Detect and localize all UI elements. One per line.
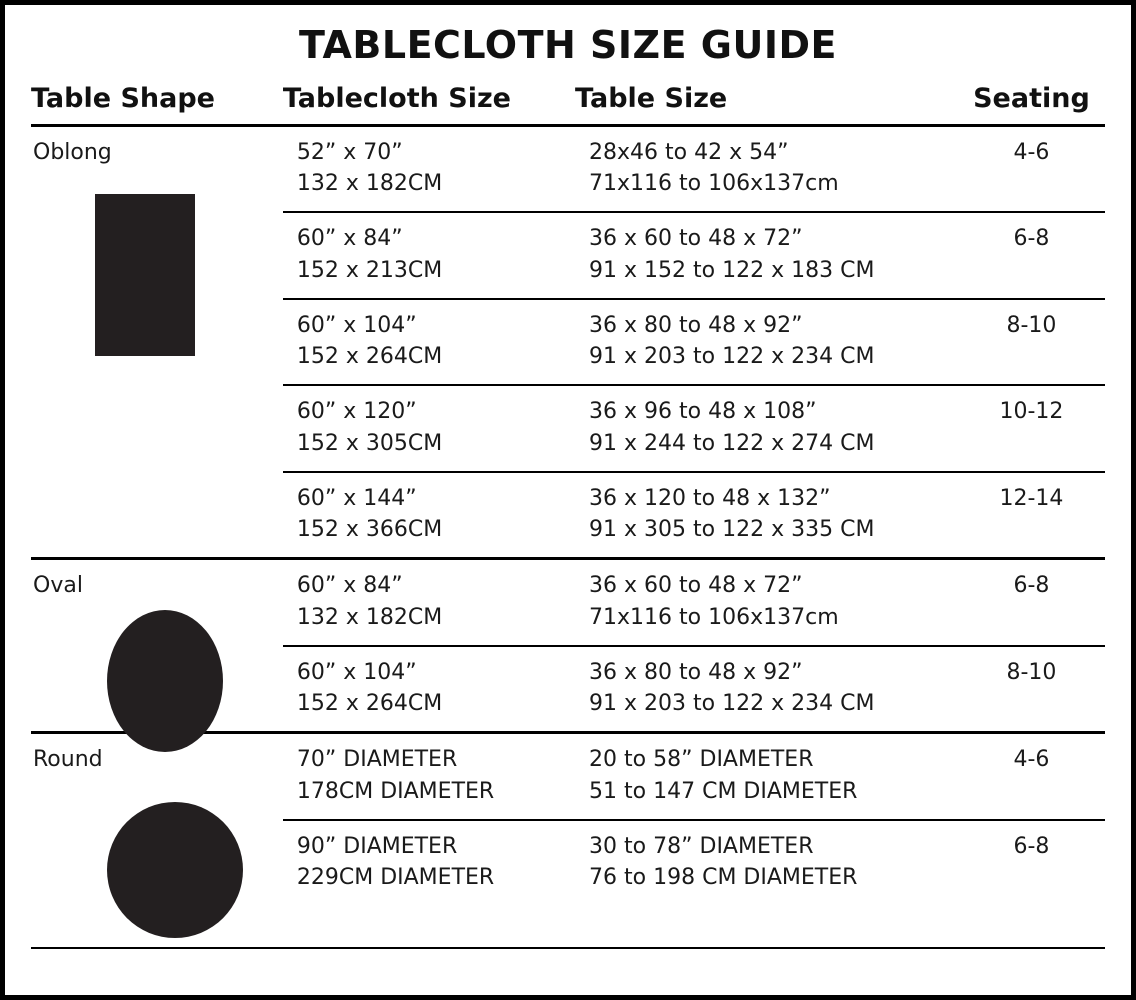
value-cloth-cm: 178CM DIAMETER (296, 778, 495, 804)
value-table-inches: 36 x 60 to 48 x 72” (589, 226, 803, 252)
cell-table-size (575, 820, 958, 905)
value-table-cm: 91 x 244 to 122 x 274 CM (589, 430, 875, 456)
size-guide-table (31, 83, 1105, 905)
cell-tablecloth-size (283, 733, 575, 820)
value-table-inches: 36 x 80 to 48 x 92” (589, 659, 803, 685)
cell-tablecloth-size (283, 385, 575, 471)
value-table-cm: 71x116 to 106x137cm (589, 171, 839, 197)
cell-table-size (575, 126, 958, 213)
cell-seating: 12-14 (958, 472, 1105, 559)
cell-table-size (575, 299, 958, 385)
table-row (31, 126, 1105, 213)
value-cloth-cm: 152 x 366CM (296, 517, 443, 543)
value-cloth-inches: 60” x 104” (296, 659, 417, 685)
value-cloth-cm: 229CM DIAMETER (296, 864, 495, 890)
value-table-inches: 36 x 80 to 48 x 92” (589, 312, 803, 338)
value-cloth-cm: 132 x 182CM (296, 604, 443, 630)
value-cloth-cm: 152 x 264CM (296, 344, 443, 370)
cell-tablecloth-size (283, 646, 575, 733)
cell-tablecloth-size (283, 212, 575, 298)
shape-label-oblong: Oblong (33, 140, 112, 165)
value-cloth-inches: 60” x 104” (296, 312, 417, 338)
column-header-table-size: Table Size (575, 83, 958, 126)
table-row (31, 559, 1105, 646)
value-table-inches: 30 to 78” DIAMETER (589, 833, 814, 859)
cell-tablecloth-size (283, 472, 575, 559)
column-header-table-shape: Table Shape (31, 83, 283, 126)
value-cloth-inches: 90” DIAMETER (296, 833, 458, 859)
cell-seating: 6-8 (958, 559, 1105, 646)
value-table-cm: 91 x 203 to 122 x 234 CM (589, 691, 875, 717)
value-cloth-inches: 70” DIAMETER (296, 747, 458, 773)
cell-seating: 8-10 (958, 646, 1105, 733)
cell-table-size (575, 646, 958, 733)
cell-seating: 4-6 (1013, 140, 1050, 165)
column-header-seating: Seating (958, 83, 1105, 126)
value-table-cm: 91 x 305 to 122 x 335 CM (589, 517, 875, 543)
shape-cell-round (31, 733, 283, 905)
cell-tablecloth-size (283, 126, 575, 213)
table-row (31, 733, 1105, 820)
value-table-inches: 36 x 120 to 48 x 132” (589, 485, 831, 511)
value-table-cm: 91 x 203 to 122 x 234 CM (589, 344, 875, 370)
shape-cell-oblong (31, 126, 283, 559)
cell-seating: 8-10 (958, 299, 1105, 385)
table-header (31, 83, 1105, 126)
cell-seating: 10-12 (958, 385, 1105, 471)
cell-table-size (575, 472, 958, 559)
cell-tablecloth-size (283, 820, 575, 905)
shape-cell-oval (31, 559, 283, 733)
value-cloth-cm: 132 x 182CM (296, 171, 443, 197)
cell-table-size (575, 733, 958, 820)
cell-tablecloth-size (283, 299, 575, 385)
column-header-tablecloth-size: Tablecloth Size (283, 83, 575, 126)
value-cloth-cm: 152 x 305CM (296, 430, 443, 456)
cell-table-size (575, 385, 958, 471)
value-cloth-inches: 60” x 144” (296, 485, 417, 511)
shape-label-oval: Oval (33, 573, 83, 599)
value-table-inches: 36 x 60 to 48 x 72” (589, 573, 803, 599)
cell-table-size (575, 212, 958, 298)
oval-shape-icon (107, 610, 223, 752)
page-inner (5, 5, 1131, 995)
value-table-cm: 76 to 198 CM DIAMETER (589, 864, 858, 890)
cell-tablecloth-size (283, 559, 575, 646)
circle-shape-icon (107, 802, 243, 938)
table-body (31, 126, 1105, 906)
value-cloth-cm: 152 x 213CM (296, 257, 443, 283)
value-table-inches: 20 to 58” DIAMETER (589, 747, 814, 773)
cell-seating: 6-8 (958, 820, 1105, 905)
table-header-row (31, 83, 1105, 126)
value-table-cm: 71x116 to 106x137cm (589, 604, 839, 630)
value-table-inches: 36 x 96 to 48 x 108” (589, 399, 817, 425)
cell-seating: 6-8 (958, 212, 1105, 298)
value-cloth-cm: 152 x 264CM (296, 691, 443, 717)
cell-seating: 4-6 (958, 733, 1105, 820)
value-cloth-inches: 60” x 84” (296, 573, 403, 599)
cell-table-size (575, 559, 958, 646)
value-table-cm: 91 x 152 to 122 x 183 CM (589, 257, 875, 283)
value-table-cm: 51 to 147 CM DIAMETER (589, 778, 858, 804)
shape-label-round: Round (33, 747, 103, 773)
bottom-divider (31, 947, 1105, 949)
rectangle-shape-icon (95, 194, 195, 356)
value-cloth-inches: 60” x 120” (296, 399, 417, 425)
value-cloth-inches: 60” x 84” (296, 226, 403, 252)
page-title: TABLECLOTH SIZE GUIDE (299, 23, 837, 67)
value-cloth-inches: 52” x 70” (296, 140, 403, 165)
value-table-inches: 28x46 to 42 x 54” (589, 140, 789, 165)
